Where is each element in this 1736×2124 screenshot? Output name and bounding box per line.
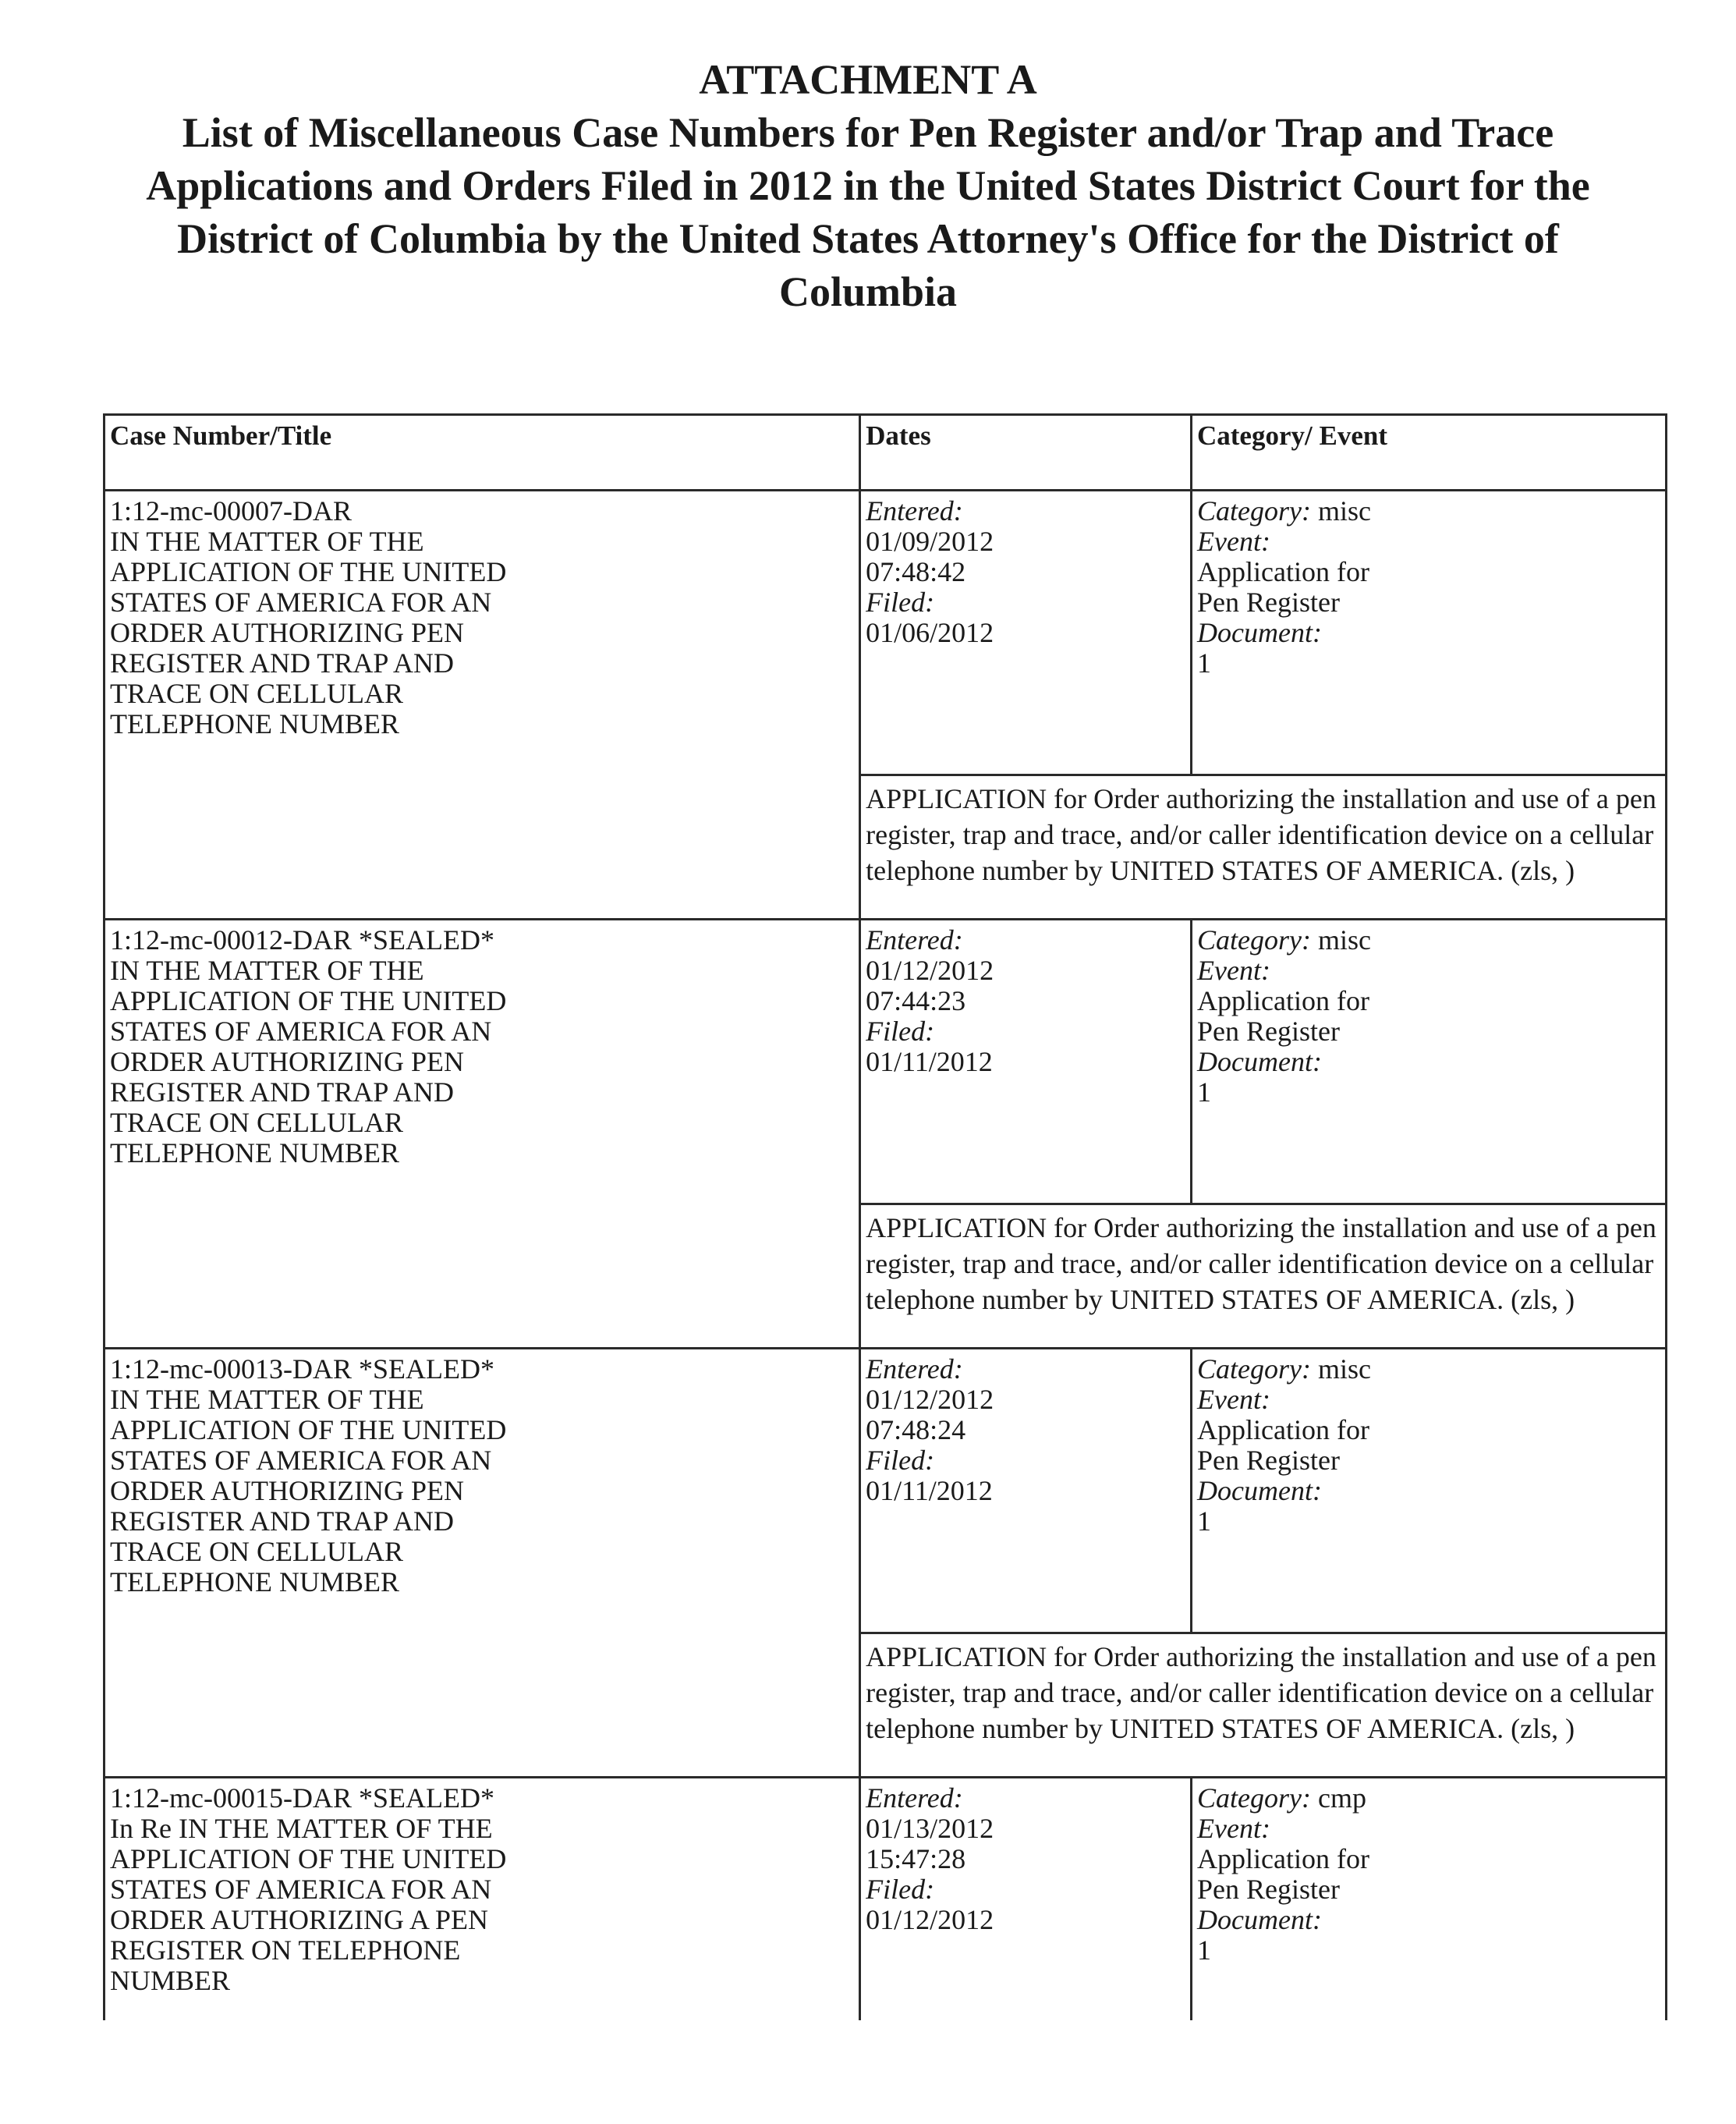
category-value: misc — [1317, 924, 1371, 956]
category-label: Category: — [1197, 1782, 1311, 1814]
case-title: In Re IN THE MATTER OF THE APPLICATION OF THE UNITED STATES OF AMERICA FOR AN ORDER AUTHORIZING A PEN REGISTER ON TELEPHONE NUMBER — [110, 1813, 507, 1996]
document-value: 1 — [1197, 1505, 1211, 1537]
heading-line-4: District of Columbia by the United States Attorney's Office for the District of — [177, 215, 1559, 262]
case-number: 1:12-mc-00012-DAR *SEALED* — [110, 924, 494, 956]
description-cell — [860, 775, 1667, 920]
dates-cell — [860, 920, 1192, 1204]
category-line — [1197, 925, 1660, 956]
event-label: Event: — [1197, 955, 1270, 986]
event-label: Event: — [1197, 1813, 1270, 1844]
case-title: IN THE MATTER OF THE APPLICATION OF THE UNITED STATES OF AMERICA FOR AN ORDER AUTHORIZING PEN REGISTER AND TRAP AND TRACE ON CELLULAR TELEPHONE NUMBER — [110, 955, 507, 1168]
document-value: 1 — [1197, 647, 1211, 679]
event-value-line1: Application for — [1197, 1414, 1369, 1445]
heading-line-3: Applications and Orders Filed in 2012 in the United States District Court for the — [146, 162, 1590, 209]
dates-cell — [860, 1349, 1192, 1633]
table-header-row — [105, 415, 1667, 491]
entered-label: Entered: — [866, 495, 963, 527]
event-value-line2: Pen Register — [1197, 1874, 1340, 1905]
dates-cell — [860, 1778, 1192, 2021]
filed-date: 01/11/2012 — [866, 1046, 993, 1077]
case-cell — [105, 1778, 860, 2021]
filed-date: 01/11/2012 — [866, 1475, 993, 1506]
case-title: IN THE MATTER OF THE APPLICATION OF THE UNITED STATES OF AMERICA FOR AN ORDER AUTHORIZING PEN REGISTER AND TRAP AND TRACE ON CELLULAR TELEPHONE NUMBER — [110, 1384, 507, 1597]
entered-label: Entered: — [866, 1782, 963, 1814]
entered-time: 07:48:42 — [866, 556, 966, 587]
dates-cell — [860, 491, 1192, 775]
filed-label: Filed: — [866, 1016, 935, 1047]
filed-label: Filed: — [866, 1445, 935, 1476]
entered-label: Entered: — [866, 924, 963, 956]
category-cell — [1192, 1349, 1667, 1633]
entered-time: 07:44:23 — [866, 985, 966, 1016]
header-category-event: Category/ Event — [1192, 415, 1667, 491]
header-case-number: Case Number/Title — [105, 415, 860, 491]
case-number: 1:12-mc-00007-DAR — [110, 495, 352, 527]
category-line — [1197, 1354, 1660, 1385]
docket-description: APPLICATION for Order authorizing the installation and use of a pen register, trap and trace, and/or caller identification device on a cellular telephone number by UNITED STATES OF AMERICA. (zls, ) — [866, 1641, 1656, 1744]
heading-line-5: Columbia — [778, 268, 958, 315]
event-label: Event: — [1197, 1384, 1270, 1415]
description-cell — [860, 1204, 1667, 1349]
category-line — [1197, 496, 1660, 527]
case-number: 1:12-mc-00015-DAR *SEALED* — [110, 1782, 494, 1814]
category-value: cmp — [1317, 1782, 1366, 1814]
table-row — [105, 1349, 1667, 1633]
event-value-line2: Pen Register — [1197, 587, 1340, 618]
header-dates: Dates — [860, 415, 1192, 491]
entered-date: 01/12/2012 — [866, 955, 994, 986]
category-cell — [1192, 920, 1667, 1204]
event-value-line1: Application for — [1197, 985, 1369, 1016]
event-value-line2: Pen Register — [1197, 1016, 1340, 1047]
table-row — [105, 1778, 1667, 2021]
entered-time: 15:47:28 — [866, 1843, 966, 1874]
category-cell — [1192, 1778, 1667, 2021]
entered-date: 01/12/2012 — [866, 1384, 994, 1415]
category-cell — [1192, 491, 1667, 775]
entered-label: Entered: — [866, 1353, 963, 1385]
document-label: Document: — [1197, 1904, 1322, 1935]
entered-date: 01/13/2012 — [866, 1813, 994, 1844]
filed-date: 01/06/2012 — [866, 617, 994, 648]
heading-line-2: List of Miscellaneous Case Numbers for Pen Register and/or Trap and Trace — [182, 109, 1554, 156]
document-label: Document: — [1197, 1475, 1322, 1506]
entered-time: 07:48:24 — [866, 1414, 966, 1445]
docket-description: APPLICATION for Order authorizing the installation and use of a pen register, trap and trace, and/or caller identification device on a cellular telephone number by UNITED STATES OF AMERICA. (zls, ) — [866, 1212, 1656, 1315]
event-value-line1: Application for — [1197, 556, 1369, 587]
case-title: IN THE MATTER OF THE APPLICATION OF THE UNITED STATES OF AMERICA FOR AN ORDER AUTHORIZING PEN REGISTER AND TRAP AND TRACE ON CELLULAR TELEPHONE NUMBER — [110, 526, 507, 739]
filed-label: Filed: — [866, 1874, 935, 1905]
document-label: Document: — [1197, 617, 1322, 648]
category-line — [1197, 1783, 1660, 1814]
case-table — [103, 413, 1667, 2020]
description-cell — [860, 1633, 1667, 1778]
event-value-line2: Pen Register — [1197, 1445, 1340, 1476]
entered-date: 01/09/2012 — [866, 526, 994, 557]
attachment-title: ATTACHMENT A — [699, 56, 1037, 103]
category-value: misc — [1317, 1353, 1371, 1385]
case-cell — [105, 1349, 860, 1778]
category-value: misc — [1317, 495, 1371, 527]
filed-date: 01/12/2012 — [866, 1904, 994, 1935]
case-cell — [105, 920, 860, 1349]
case-number: 1:12-mc-00013-DAR *SEALED* — [110, 1353, 494, 1385]
category-label: Category: — [1197, 495, 1311, 527]
document-value: 1 — [1197, 1076, 1211, 1108]
event-value-line1: Application for — [1197, 1843, 1369, 1874]
document-heading — [0, 53, 1736, 318]
category-label: Category: — [1197, 924, 1311, 956]
category-label: Category: — [1197, 1353, 1311, 1385]
filed-label: Filed: — [866, 587, 935, 618]
event-label: Event: — [1197, 526, 1270, 557]
table-row — [105, 491, 1667, 775]
case-cell — [105, 491, 860, 920]
document-label: Document: — [1197, 1046, 1322, 1077]
table-row — [105, 920, 1667, 1204]
docket-description: APPLICATION for Order authorizing the installation and use of a pen register, trap and trace, and/or caller identification device on a cellular telephone number by UNITED STATES OF AMERICA. (zls, ) — [866, 783, 1656, 886]
document-value: 1 — [1197, 1934, 1211, 1966]
